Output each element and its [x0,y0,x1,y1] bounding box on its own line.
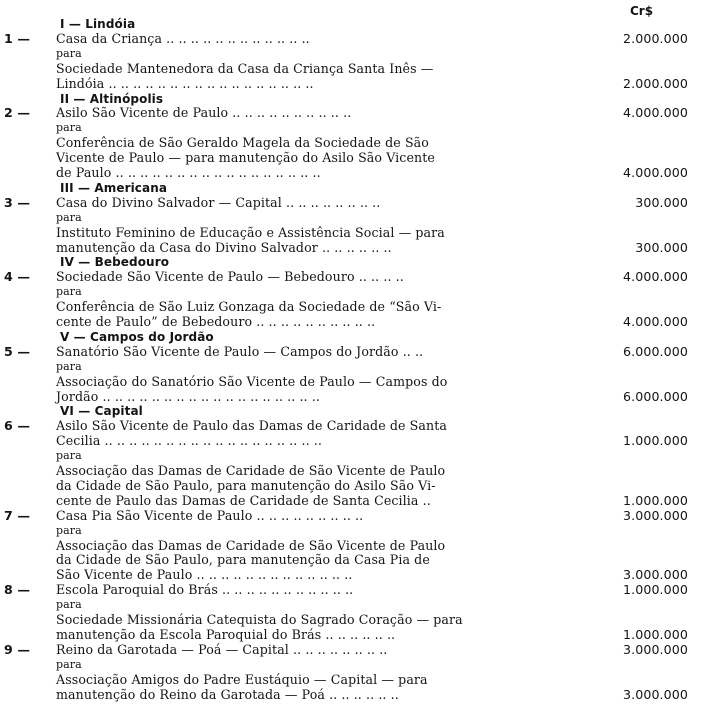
entry-line [0,32,704,46]
section-title: V — Campos do Jordão [60,329,214,344]
text-line [0,613,704,627]
para-connector [0,121,704,135]
amount-value: 300.000 [635,194,688,210]
line-text: Associação das Damas de Caridade de São Vicente de Paulo [56,537,446,553]
amount-value: 1.000.000 [623,433,688,449]
line-text: Reino da Garotada — Poá — Capital .. .. .. .. .. .. .. .. [56,641,388,657]
line-text: para [56,46,82,60]
line-text: Sociedade Missionária Catequista do Sagrado Coração — para [56,612,463,627]
line-text: manutenção da Escola Paroquial do Brás .. .. .. .. .. .. [56,626,396,642]
text-line [0,479,704,493]
entry-line [0,509,704,523]
entry-line [0,583,704,597]
entry-number: 5 — [4,343,31,359]
text-line [0,434,704,448]
text-line [0,628,704,642]
line-text: Casa da Criança .. .. .. .. .. .. .. .. .. .. .. .. [56,30,310,46]
text-line [0,553,704,567]
entry-number: 9 — [4,641,31,657]
entry-line [0,345,704,359]
section-title: III — Americana [60,180,168,195]
para-connector [0,449,704,463]
amount-value: 4.000.000 [623,314,688,329]
line-text: para [56,210,82,224]
text-line [0,539,704,553]
para-connector [0,47,704,61]
entry-line [0,270,704,284]
line-text: para [56,359,82,373]
amount-value: 3.000.000 [623,686,688,702]
para-connector [0,598,704,612]
text-line [0,151,704,165]
para-connector [0,524,704,538]
entry-line [0,643,704,657]
line-text: manutenção da Casa do Divino Salvador .. .. .. .. .. .. [56,239,392,255]
entry-number: 1 — [4,30,31,46]
text-line [0,464,704,478]
text-line [0,77,704,91]
section-title: IV — Bebedouro [60,255,170,270]
amount-value: 3.000.000 [623,567,688,583]
amount-value: 4.000.000 [623,269,688,285]
line-text: para [56,598,82,612]
section-heading [0,92,704,106]
text-line [0,494,704,508]
amount-value: 2.000.000 [623,30,688,46]
amount-value: 1.000.000 [623,582,688,598]
line-text: Conferência de São Geraldo Magela da Sociedade de São [56,135,429,151]
para-connector [0,211,704,225]
line-text: Cecilia .. .. .. .. .. .. .. .. .. .. .. .. .. .. .. .. .. .. [56,433,323,449]
text-line [0,688,704,702]
section-heading [0,404,704,418]
line-text: para [56,657,82,671]
line-text: Sociedade Mantenedora da Casa da Criança Santa Inês — [56,60,434,76]
line-text: de Paulo .. .. .. .. .. .. .. .. .. .. .. .. .. .. .. .. .. [56,165,321,180]
para-connector [0,285,704,299]
text-line [0,375,704,389]
line-text: para [56,449,82,463]
section-title: VI — Capital [60,404,143,419]
text-line [0,315,704,329]
amount-value: 300.000 [635,239,688,255]
line-text: São Vicente de Paulo .. .. .. .. .. .. .. .. .. .. .. .. .. [56,567,353,583]
entry-line [0,196,704,210]
line-text: Sanatório São Vicente de Paulo — Campos do Jordão .. .. [56,343,424,359]
text-line [0,390,704,404]
entry-line [0,106,704,120]
text-line [0,300,704,314]
line-text: cente de Paulo” de Bebedouro .. .. .. .. .. .. .. .. .. .. [56,314,376,329]
amount-value: 2.000.000 [623,75,688,91]
line-text: Jordão .. .. .. .. .. .. .. .. .. .. .. .. .. .. .. .. .. .. [56,388,320,404]
line-text: Casa Pia São Vicente de Paulo .. .. .. .. .. .. .. .. .. [56,507,364,523]
line-text: para [56,523,82,537]
line-text: Associação Amigos do Padre Eustáquio — Capital — para [56,671,428,687]
section-title: II — Altinópolis [60,91,164,106]
section-heading [0,255,704,269]
line-text: Casa do Divino Salvador — Capital .. .. .. .. .. .. .. .. [56,194,381,210]
line-text: Vicente de Paulo — para manutenção do Asilo São Vicente [56,150,435,166]
para-connector [0,658,704,672]
entry-number: 8 — [4,582,31,598]
text-line [0,226,704,240]
amount-value: 1.000.000 [623,492,688,508]
line-text: Lindóia .. .. .. .. .. .. .. .. .. .. .. .. .. .. .. .. .. [56,75,314,91]
entry-number: 3 — [4,194,31,210]
text-line [0,166,704,180]
amount-value: 4.000.000 [623,165,688,180]
amount-value: 6.000.000 [623,388,688,404]
section-heading [0,330,704,344]
amount-value: 3.000.000 [623,641,688,657]
section-heading [0,181,704,195]
entry-line [0,419,704,433]
line-text: Associação das Damas de Caridade de São Vicente de Paulo [56,463,446,478]
line-text: Sociedade São Vicente de Paulo — Bebedouro .. .. .. .. [56,269,404,285]
line-text: manutenção do Reino da Garotada — Poá .. .. .. .. .. .. [56,686,399,702]
currency-header: Cr$ [630,4,654,18]
section-heading [0,17,704,31]
text-line [0,62,704,76]
line-text: Associação do Sanatório São Vicente de Paulo — Campos do [56,373,448,389]
line-text: Asilo São Vicente de Paulo das Damas de Caridade de Santa [56,418,448,434]
amount-value: 4.000.000 [623,105,688,121]
amount-value: 1.000.000 [623,626,688,642]
para-connector [0,360,704,374]
line-text: Asilo São Vicente de Paulo .. .. .. .. .. .. .. .. .. .. [56,105,352,121]
text-line [0,241,704,255]
entry-number: 4 — [4,269,31,285]
entry-number: 2 — [4,105,31,121]
amount-value: 3.000.000 [623,507,688,523]
line-text: para [56,285,82,299]
line-text: da Cidade de São Paulo, para manutenção da Casa Pia de [56,552,430,568]
line-text: Escola Paroquial do Brás .. .. .. .. .. .. .. .. .. .. .. [56,582,354,598]
text-line [0,136,704,150]
entry-number: 6 — [4,418,31,434]
line-text: da Cidade de São Paulo, para manutenção do Asilo São Vi- [56,477,436,493]
amount-value: 6.000.000 [623,343,688,359]
entry-number: 7 — [4,507,31,523]
text-line [0,673,704,687]
line-text: Instituto Feminino de Educação e Assistência Social — para [56,224,445,240]
section-title: I — Lindóia [60,17,136,31]
line-text: cente de Paulo das Damas de Caridade de Santa Cecilia .. [56,492,431,508]
line-text: Conferência de São Luiz Gonzaga da Sociedade de “São Vi- [56,299,442,315]
line-text: para [56,121,82,135]
text-line [0,568,704,582]
